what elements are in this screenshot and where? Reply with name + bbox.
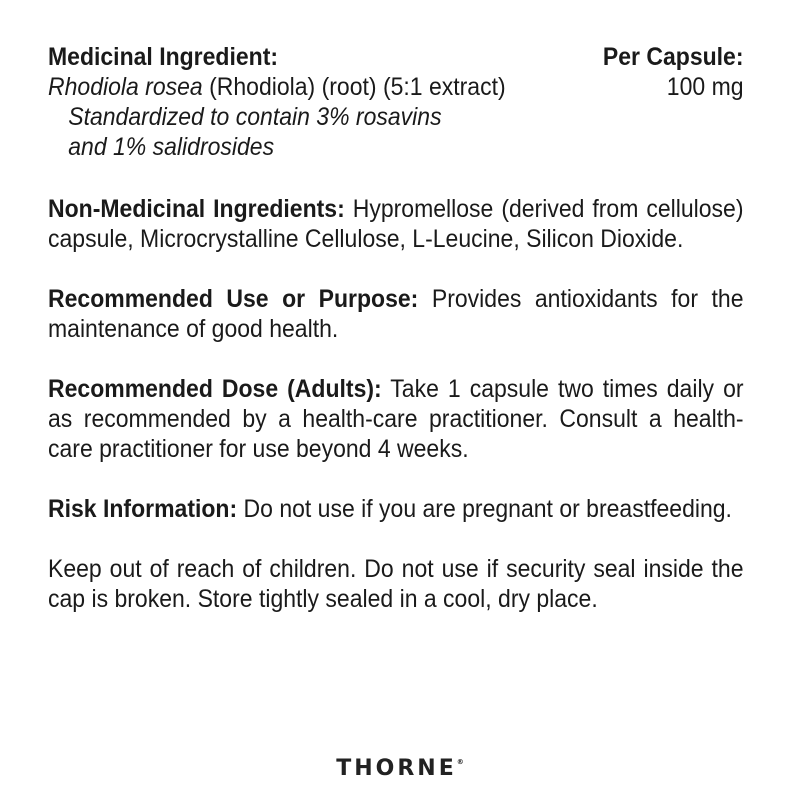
medicinal-heading: Medicinal Ingredient: [48, 43, 279, 71]
recommended-use-text: Provides antioxidants for the maintenance of good health. [48, 285, 744, 343]
risk-information-heading: Risk Information: [48, 495, 238, 523]
brand-logo [0, 756, 800, 781]
recommended-use-heading: Recommended Use or Purpose: [48, 285, 419, 313]
ingredient-name [48, 72, 506, 102]
ingredient-amount: 100 mg [666, 73, 744, 101]
standardization-line-1: Standardized to contain 3% rosavins [68, 103, 442, 131]
registered-mark: ® [456, 758, 464, 766]
non-medicinal-text: Hypromellose (derived from cellulose) capsule, Microcrystalline Cellulose, L-Leucine, Silicon Dioxide. [48, 195, 744, 253]
ingredient-row [48, 72, 744, 102]
warning-text: Keep out of reach of children. Do not use if security seal inside the cap is broken. Store tightly sealed in a cool, dry place. [48, 555, 744, 613]
per-capsule-heading: Per Capsule: [602, 43, 744, 71]
recommended-dose-heading: Recommended Dose (Adults): [48, 375, 382, 403]
non-medicinal-section [48, 194, 744, 254]
warning-section [48, 554, 744, 614]
brand-name: THORNE [336, 756, 457, 781]
risk-information-section [48, 494, 744, 524]
medicinal-header-row [48, 42, 744, 72]
risk-information-text: Do not use if you are pregnant or breastfeeding. [237, 495, 732, 523]
recommended-use-section [48, 284, 744, 344]
supplement-facts-panel [48, 42, 744, 614]
ingredient-latin-name: Rhodiola rosea [48, 73, 203, 101]
standardization-line-2: and 1% salidrosides [68, 133, 275, 161]
recommended-dose-text: Take 1 capsule two times daily or as recommended by a health-care practitioner. Consult a health-care practitioner for use beyond 4 weeks. [48, 375, 744, 463]
non-medicinal-heading: Non-Medicinal Ingredients: [48, 195, 345, 223]
recommended-dose-section [48, 374, 744, 464]
ingredient-description: (Rhodiola) (root) (5:1 extract) [202, 73, 506, 101]
